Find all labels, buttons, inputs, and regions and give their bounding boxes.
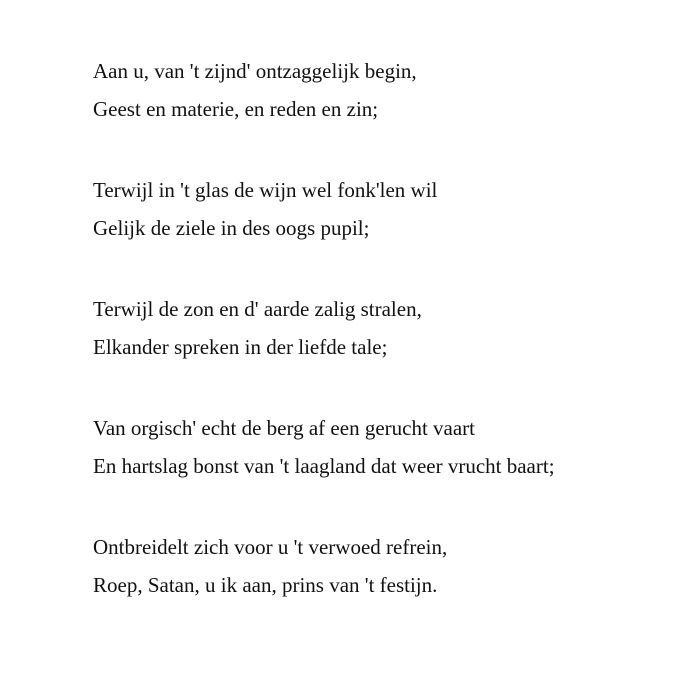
stanza-2 [93,171,653,247]
stanza-1 [93,52,653,128]
poem-line: Van orgisch' echt de berg af een gerucht vaart [93,416,476,440]
poem-line: Ontbreidelt zich voor u 't verwoed refrein, [93,535,448,559]
poem-line: En hartslag bonst van 't laagland dat weer vrucht baart; [93,454,555,478]
poem [93,52,653,647]
stanza-3 [93,290,653,366]
poem-line: Terwijl de zon en d' aarde zalig stralen, [93,297,422,321]
poem-line: Geest en materie, en reden en zin; [93,97,379,121]
poem-line: Gelijk de ziele in des oogs pupil; [93,216,370,240]
poem-line: Elkander spreken in der liefde tale; [93,335,388,359]
poem-line: Roep, Satan, u ik aan, prins van 't festijn. [93,573,438,597]
poem-line: Aan u, van 't zijnd' ontzaggelijk begin, [93,59,417,83]
poem-line: Terwijl in 't glas de wijn wel fonk'len wil [93,178,438,202]
stanza-4 [93,409,653,485]
stanza-5 [93,528,653,604]
